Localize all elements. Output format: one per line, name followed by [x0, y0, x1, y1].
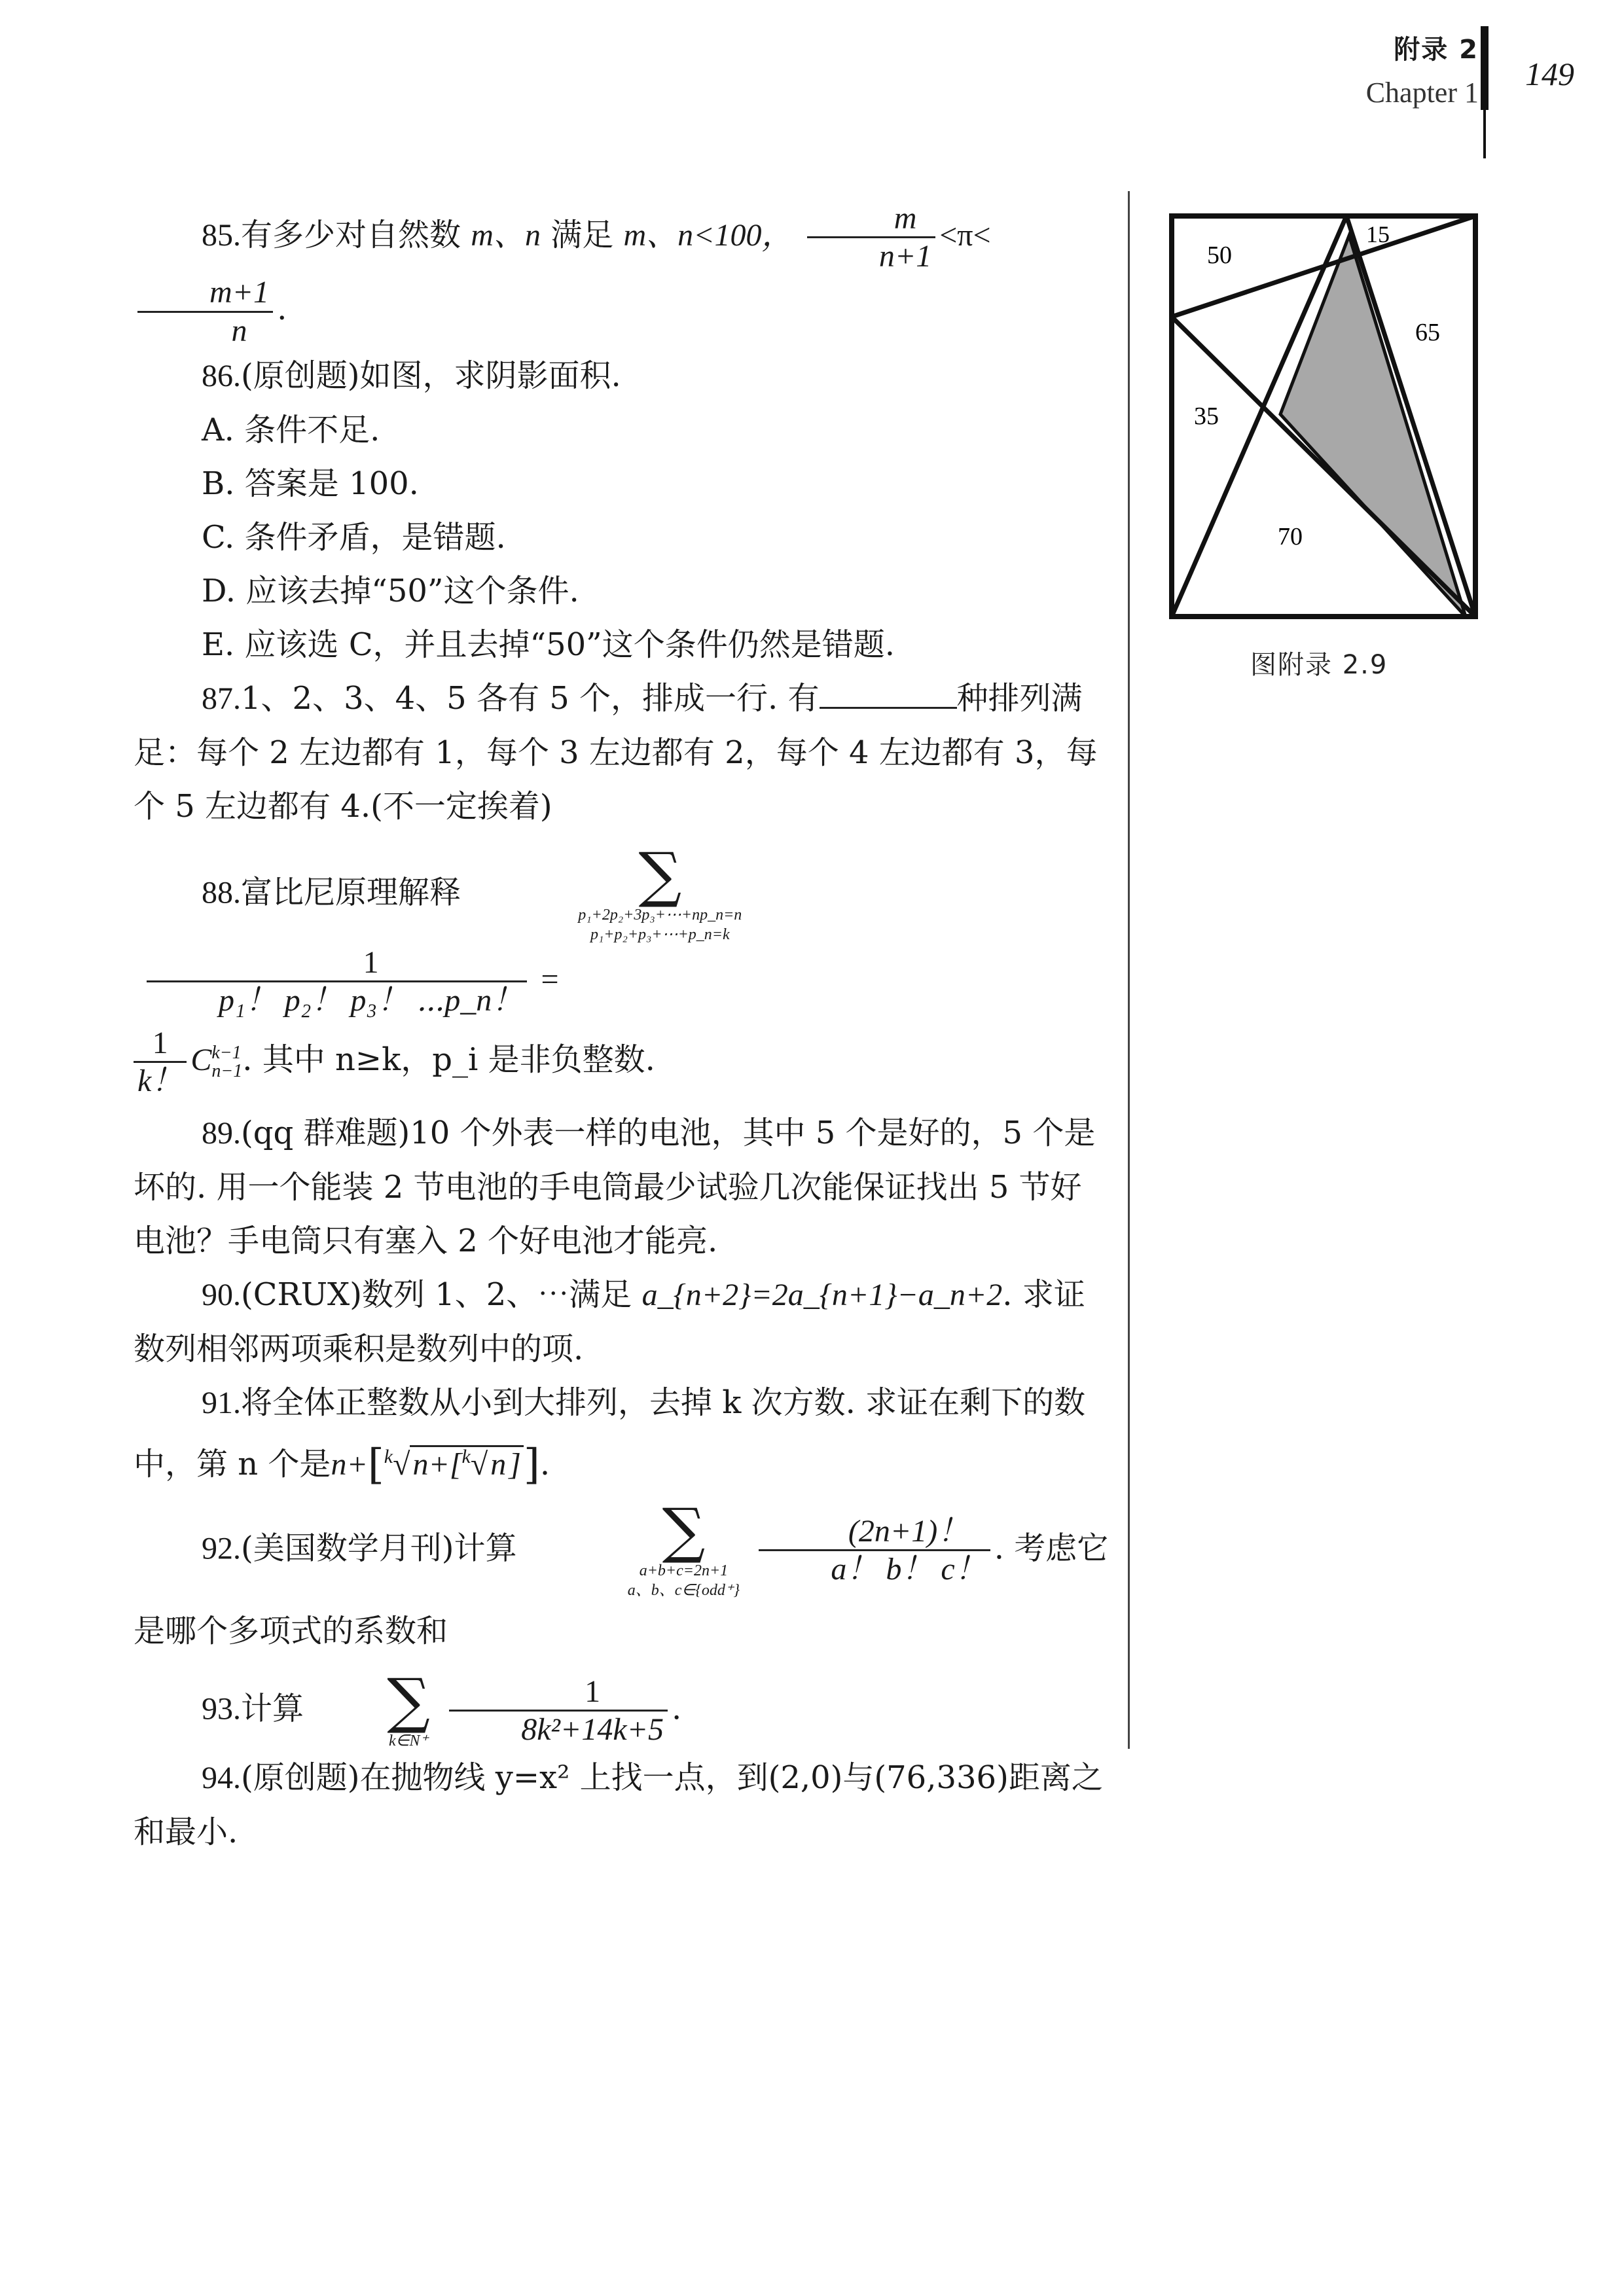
problem-list: [134, 200, 1109, 1859]
problem-85: [134, 200, 1109, 349]
fraction-denominator: a！ b！ c！: [831, 1552, 986, 1587]
fraction: [134, 1025, 187, 1099]
problem-91: 91.将全体正整数从小到大排列，去掉 k 次方数. 求证在剩下的数中，第 n 个是n+[$^k$√n+[$^k$√n]].: [134, 1384, 1086, 1489]
problem-94: [134, 1751, 1109, 1859]
problem-number: 88.: [202, 875, 241, 910]
option-c: C. 条件矛盾，是错题.: [202, 518, 506, 556]
page-number: 149: [1525, 56, 1574, 92]
summation: ∑ k∈N⁺: [319, 1671, 430, 1751]
problem-88-cont: [134, 1025, 1109, 1099]
problem-text: (CRUX)数列 1、2、⋯满足: [241, 1276, 632, 1313]
problem-86: [134, 349, 1109, 403]
region-label-35: 35: [1194, 403, 1219, 430]
root-index: k: [461, 1445, 471, 1467]
fraction-denominator: n+1: [878, 239, 932, 274]
geometry-figure: [1166, 211, 1481, 656]
root-index: k: [384, 1445, 393, 1467]
problem-text: 有多少对自然数: [241, 217, 461, 254]
sum-limit: p₁+2p₂+3p₃+⋯+np_n=n: [578, 906, 742, 924]
problem-text: (qq 群难题)10 个外表一样的电池，其中 5 个是好的，5 个是坏的. 用一个能装 2 节电池的手电筒最少试验几次能保证找出 5 节好电池？手电筒只有塞入 2 个好电池才能亮.: [134, 1114, 1096, 1259]
problem-text: 种排列满足：每个 2 左边都有 1，每个 3 左边都有 2，每个 4 左边都有 3，每个 5 左边都有 4.(不一定挨着): [134, 679, 1098, 825]
fraction-numerator: 1: [147, 944, 527, 982]
problem-text: . 考虑它是哪个多项式的系数和: [134, 1530, 1109, 1649]
summation: ∑ a+b+c=2n+1 a、b、c∈{odd⁺}: [560, 1501, 740, 1600]
fraction: [759, 1513, 990, 1587]
radicand: n+[$^k$√n]: [410, 1445, 523, 1482]
region-label-50: 50: [1207, 242, 1232, 269]
problem-text: 富比尼原理解释: [241, 874, 461, 911]
problem-number: 91.: [202, 1385, 241, 1420]
answer-blank: [820, 681, 957, 709]
problem-93: [134, 1665, 1109, 1751]
math-expression: n+: [331, 1446, 368, 1482]
problem-92: [134, 1495, 1109, 1662]
chapter-label: Chapter 1: [1365, 77, 1479, 109]
problem-text: 满足: [550, 217, 614, 254]
problem-87: [134, 672, 1109, 833]
inner-radicand: n: [488, 1445, 509, 1482]
option-b: B. 答案是 100.: [202, 465, 419, 502]
punctuation: .: [672, 1690, 682, 1727]
fraction: [147, 944, 527, 1018]
sum-limit: a、b、c∈{odd⁺}: [627, 1581, 740, 1599]
problem-number: 90.: [202, 1277, 241, 1312]
problem-text: . 求证数列相邻两项乘积是数列中的项.: [134, 1276, 1085, 1367]
math-relation: =: [541, 961, 559, 997]
math-vars: m、n: [471, 218, 541, 253]
region-label-70: 70: [1278, 523, 1303, 550]
fraction-numerator: 1: [449, 1674, 668, 1712]
sum-limit: a+b+c=2n+1: [639, 1562, 729, 1579]
fraction-numerator: (2n+1)！: [759, 1513, 990, 1551]
fraction-numerator: 1: [134, 1025, 187, 1063]
problem-90: [134, 1268, 1109, 1376]
fraction: [449, 1674, 668, 1748]
option-a: A. 条件不足.: [202, 411, 380, 448]
fraction-numerator: m+1: [137, 274, 273, 312]
punctuation: .: [277, 291, 287, 328]
radicand-text: n+: [412, 1446, 450, 1482]
combination-symbol: C: [190, 1043, 212, 1078]
problem-number: 86.: [202, 358, 241, 393]
combination-sup: k−1: [211, 1042, 242, 1063]
problem-number: 87.: [202, 681, 241, 716]
option-e: E. 应该选 C，并且去掉“50”这个条件仍然是错题.: [202, 626, 895, 663]
fraction-denominator: p₁！ p₂！ p₃！ ⋯p_n！: [219, 982, 524, 1018]
option-d: D. 应该去掉“50”这个条件.: [202, 572, 579, 609]
punctuation: .: [539, 1445, 550, 1482]
problem-number: 92.: [202, 1531, 241, 1566]
floor-bracket-left: [: [367, 1440, 384, 1489]
problem-text: (原创题)如图，求阴影面积.: [241, 357, 621, 394]
problem-text: (美国数学月刊)计算: [241, 1530, 517, 1566]
fraction-denominator: k！: [137, 1064, 183, 1099]
problem-number: 94.: [202, 1760, 241, 1795]
header-rule-thick: [1481, 26, 1489, 110]
fraction: [137, 274, 273, 348]
problem-text: 计算: [241, 1690, 304, 1727]
header-rule-thin: [1483, 110, 1486, 158]
problem-89: [134, 1106, 1109, 1268]
problem-text: . 其中 n≥k，p_i 是非负整数.: [242, 1041, 655, 1079]
fraction-denominator: 8k²+14k+5: [521, 1712, 664, 1747]
summation: ∑ p₁+2p₂+3p₃+⋯+np_n=n p₁+p₂+p₃+⋯+p_n=k: [510, 845, 742, 944]
figure-caption: 图附录 2.9: [1250, 650, 1388, 680]
problem-number: 93.: [202, 1691, 241, 1726]
problem-text: (原创题)在抛物线 y=x² 上找一点，到(2,0)与(76,336)距离之和最小.: [134, 1759, 1103, 1850]
fraction: [807, 200, 935, 274]
math-relation: <π<: [939, 218, 991, 253]
math-condition: m、n<100，: [623, 218, 793, 253]
combination-sub: n−1: [211, 1060, 243, 1081]
region-label-15: 15: [1366, 221, 1390, 247]
recurrence-formula: a_{n+2}=2a_{n+1}−a_n+2: [641, 1277, 1003, 1312]
region-label-65: 65: [1415, 319, 1440, 346]
problem-text: 将全体正整数从小到大排列，去掉 k 次方数. 求证在剩下的数中，第 n 个是: [134, 1384, 1086, 1482]
problem-88: [134, 839, 1109, 1018]
sum-limit: p₁+p₂+p₃+⋯+p_n=k: [590, 925, 730, 943]
floor-bracket-right: ]: [523, 1440, 540, 1489]
fraction-numerator: m: [807, 200, 935, 238]
fraction-denominator: n: [231, 313, 247, 348]
problem-number: 89.: [202, 1115, 241, 1151]
column-divider: [1128, 191, 1130, 1749]
sum-limit: k∈N⁺: [389, 1732, 429, 1749]
problem-text: 1、2、3、4、5 各有 5 个，排成一行. 有: [241, 679, 820, 717]
problem-number: 85.: [202, 218, 241, 253]
appendix-title: 附录 2: [1394, 35, 1479, 65]
